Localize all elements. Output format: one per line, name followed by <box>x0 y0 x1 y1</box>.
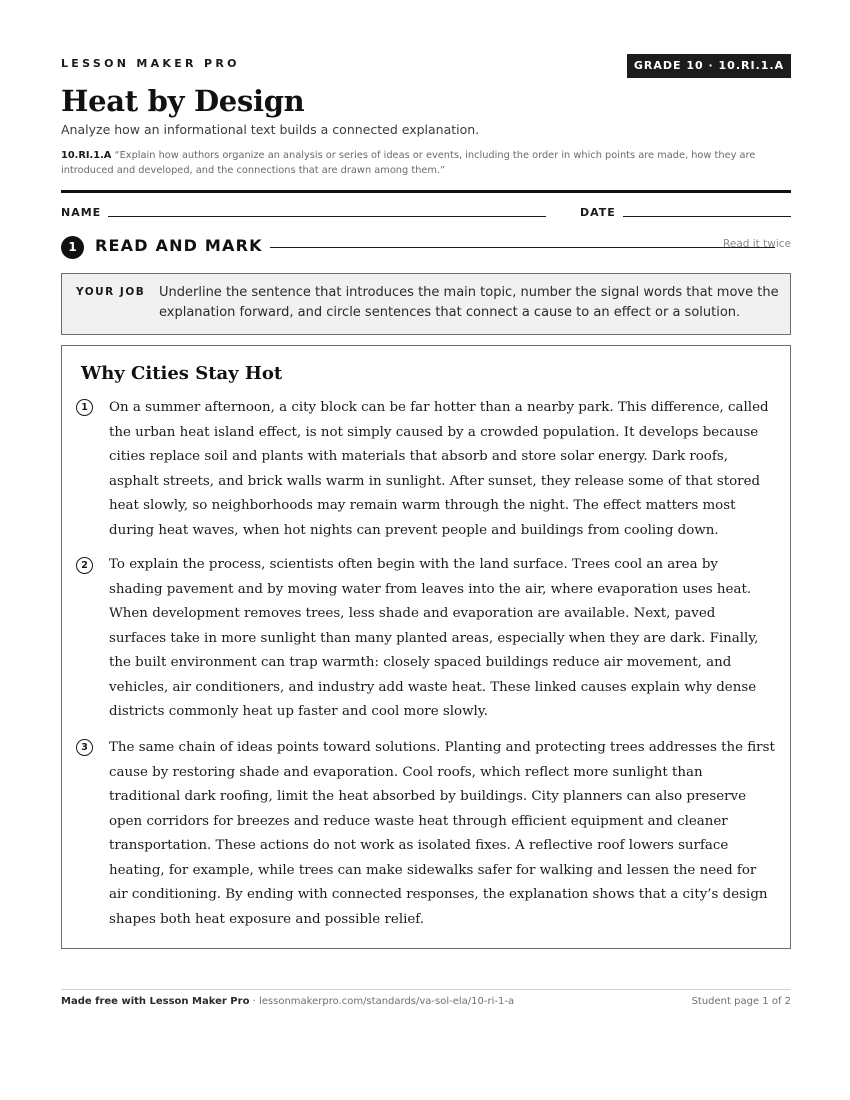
header-divider <box>61 190 791 193</box>
paragraph-number-2: 2 <box>76 557 93 574</box>
date-label: DATE <box>580 206 616 219</box>
page-title: Heat by Design <box>61 84 305 118</box>
footer-divider <box>61 989 791 990</box>
footer-url[interactable]: · lessonmakerpro.com/standards/va-sol-ela/10-ri-1-a <box>249 996 515 1007</box>
standard-code: 10.RI.1.A <box>61 150 112 161</box>
instructions-label: YOUR JOB <box>76 286 146 298</box>
name-label: NAME <box>61 206 102 219</box>
footer-credit <box>61 996 514 1007</box>
instructions-box <box>61 273 791 335</box>
date-field[interactable] <box>623 216 791 217</box>
section-number-badge: 1 <box>61 236 84 259</box>
paragraph-number-3: 3 <box>76 739 93 756</box>
reading-passage <box>61 345 791 949</box>
section-title: READ AND MARK <box>95 236 263 255</box>
instructions-text: Underline the sentence that introduces the main topic, number the signal words that move the explanation forward, and circle sentences that connect a cause to an effect or a solution. <box>159 285 779 320</box>
grade-badge: GRADE 10 · 10.RI.1.A <box>627 54 791 78</box>
section-note: Read it twice <box>723 238 791 250</box>
standard-text: “Explain how authors organize an analysis or series of ideas or events, including the order in which points are made, how they are introduced and developed, and the connections that are drawn among them.” <box>61 150 756 176</box>
standard-description <box>61 148 791 178</box>
passage-title: Why Cities Stay Hot <box>81 363 283 384</box>
footer-made-with: Made free with Lesson Maker Pro <box>61 996 250 1007</box>
footer-page-number: Student page 1 of 2 <box>691 996 791 1007</box>
paragraph-number-1: 1 <box>76 399 93 416</box>
section-divider <box>270 247 775 248</box>
brand-name: LESSON MAKER PRO <box>61 57 240 70</box>
page-subtitle: Analyze how an informational text builds a connected explanation. <box>61 122 480 137</box>
paragraph-2: To explain the process, scientists often begin with the land surface. Trees cool an area by shading pavement and by moving water from leaves into the air, where evaporation uses heat. When development removes trees, less shade and evaporation are available. Next, paved surfaces take in more sunlight than many planted areas, especially when they are dark. Finally, the built environment can trap warmth: closely spaced buildings reduce air movement, and vehicles, air conditioners, and industry add waste heat. These linked causes explain why dense districts commonly heat up faster and cool more slowly. <box>109 557 759 719</box>
name-field[interactable] <box>108 216 546 217</box>
paragraph-3: The same chain of ideas points toward solutions. Planting and protecting trees addresses the first cause by restoring shade and evaporation. Cool roofs, which reflect more sunlight than traditional dark roofing, limit the heat absorbed by buildings. City planners can also preserve open corridors for breezes and reduce waste heat through efficient equipment and cleaner transportation. These actions do not work as isolated fixes. A reflective roof lowers surface heating, for example, while trees can make sidewalks safer for walking and lessen the need for air conditioning. By ending with connected responses, the explanation shows that a city’s design shapes both heat exposure and possible relief. <box>109 740 775 927</box>
paragraph-1: On a summer afternoon, a city block can be far hotter than a nearby park. This difference, called the urban heat island effect, is not simply caused by a crowded population. It develops because cities replace soil and plants with materials that absorb and store solar energy. Dark roofs, asphalt streets, and brick walls warm in sunlight. After sunset, they release some of that stored heat slowly, so neighborhoods may remain warm through the night. The effect matters most during heat waves, when hot nights can prevent people and buildings from cooling down. <box>109 400 769 538</box>
